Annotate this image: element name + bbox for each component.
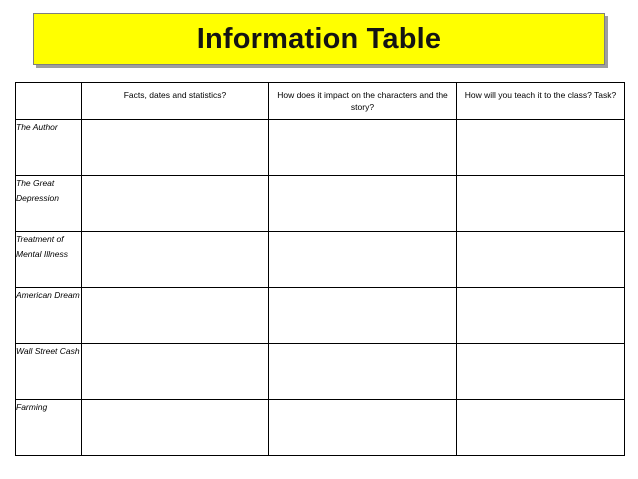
header-cell-facts: Facts, dates and statistics? [82, 83, 269, 120]
row-label: The Great Depression [16, 176, 82, 232]
page-title: Information Table [196, 22, 442, 55]
table-cell[interactable] [269, 232, 457, 288]
table-cell[interactable] [82, 232, 269, 288]
table-cell[interactable] [457, 400, 625, 456]
row-label: Wall Street Cash [16, 344, 82, 400]
table-cell[interactable] [457, 120, 625, 176]
row-label: The Author [16, 120, 82, 176]
table-cell[interactable] [457, 288, 625, 344]
table-cell[interactable] [269, 344, 457, 400]
table-cell[interactable] [82, 400, 269, 456]
table-row [16, 232, 625, 288]
row-label: Treatment of Mental Illness [16, 232, 82, 288]
table-row [16, 400, 625, 456]
table-cell[interactable] [269, 288, 457, 344]
table-cell[interactable] [82, 120, 269, 176]
header-row [16, 83, 625, 120]
header-cell-blank [16, 83, 82, 120]
table-cell[interactable] [457, 344, 625, 400]
table-cell[interactable] [269, 120, 457, 176]
table-row [16, 120, 625, 176]
row-label: Farming [16, 400, 82, 456]
table-row [16, 344, 625, 400]
title-banner [33, 13, 605, 65]
table-cell[interactable] [457, 232, 625, 288]
table-cell[interactable] [269, 176, 457, 232]
table-cell[interactable] [269, 400, 457, 456]
table-cell[interactable] [82, 344, 269, 400]
row-label: American Dream [16, 288, 82, 344]
table-cell[interactable] [82, 176, 269, 232]
information-table [15, 82, 625, 456]
table-cell[interactable] [82, 288, 269, 344]
table-row [16, 288, 625, 344]
header-cell-impact: How does it impact on the characters and the story? [269, 83, 457, 120]
table-row [16, 176, 625, 232]
header-cell-teach: How will you teach it to the class? Task? [457, 83, 625, 120]
table-cell[interactable] [457, 176, 625, 232]
